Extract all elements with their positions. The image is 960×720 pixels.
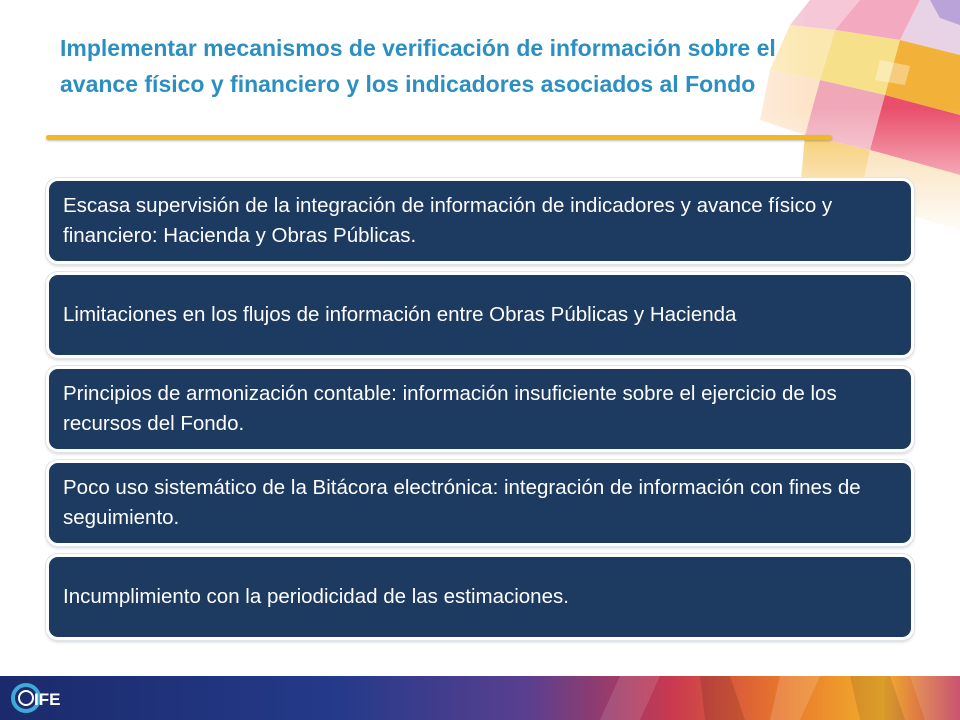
list-item — [46, 178, 914, 264]
list-item-text: Poco uso sistemático de la Bitácora electrónica: integración de información con fines de seguimiento. — [63, 476, 861, 529]
list-item — [46, 272, 914, 358]
list-item-text: Incumplimiento con la periodicidad de las estimaciones. — [63, 585, 569, 608]
list-item — [46, 460, 914, 546]
logo-text: IFE — [34, 690, 61, 709]
slide-title: Implementar mecanismos de verificación de información sobre el avance físico y financiero y los indicadores asociados al Fondo — [60, 35, 776, 97]
list-item-text: Limitaciones en los flujos de información entre Obras Públicas y Hacienda — [63, 303, 737, 326]
list-item-text: Escasa supervisión de la integración de información de indicadores y avance físico y financiero: Hacienda y Obras Públicas. — [63, 194, 833, 247]
list-item-text: Principios de armonización contable: información insuficiente sobre el ejercicio de los recursos del Fondo. — [63, 382, 837, 435]
list-item — [46, 554, 914, 640]
list-item — [46, 366, 914, 452]
ife-logo — [8, 678, 72, 718]
item-list — [46, 178, 914, 648]
bottom-decorative-band — [0, 676, 960, 720]
title-underline — [46, 135, 832, 140]
